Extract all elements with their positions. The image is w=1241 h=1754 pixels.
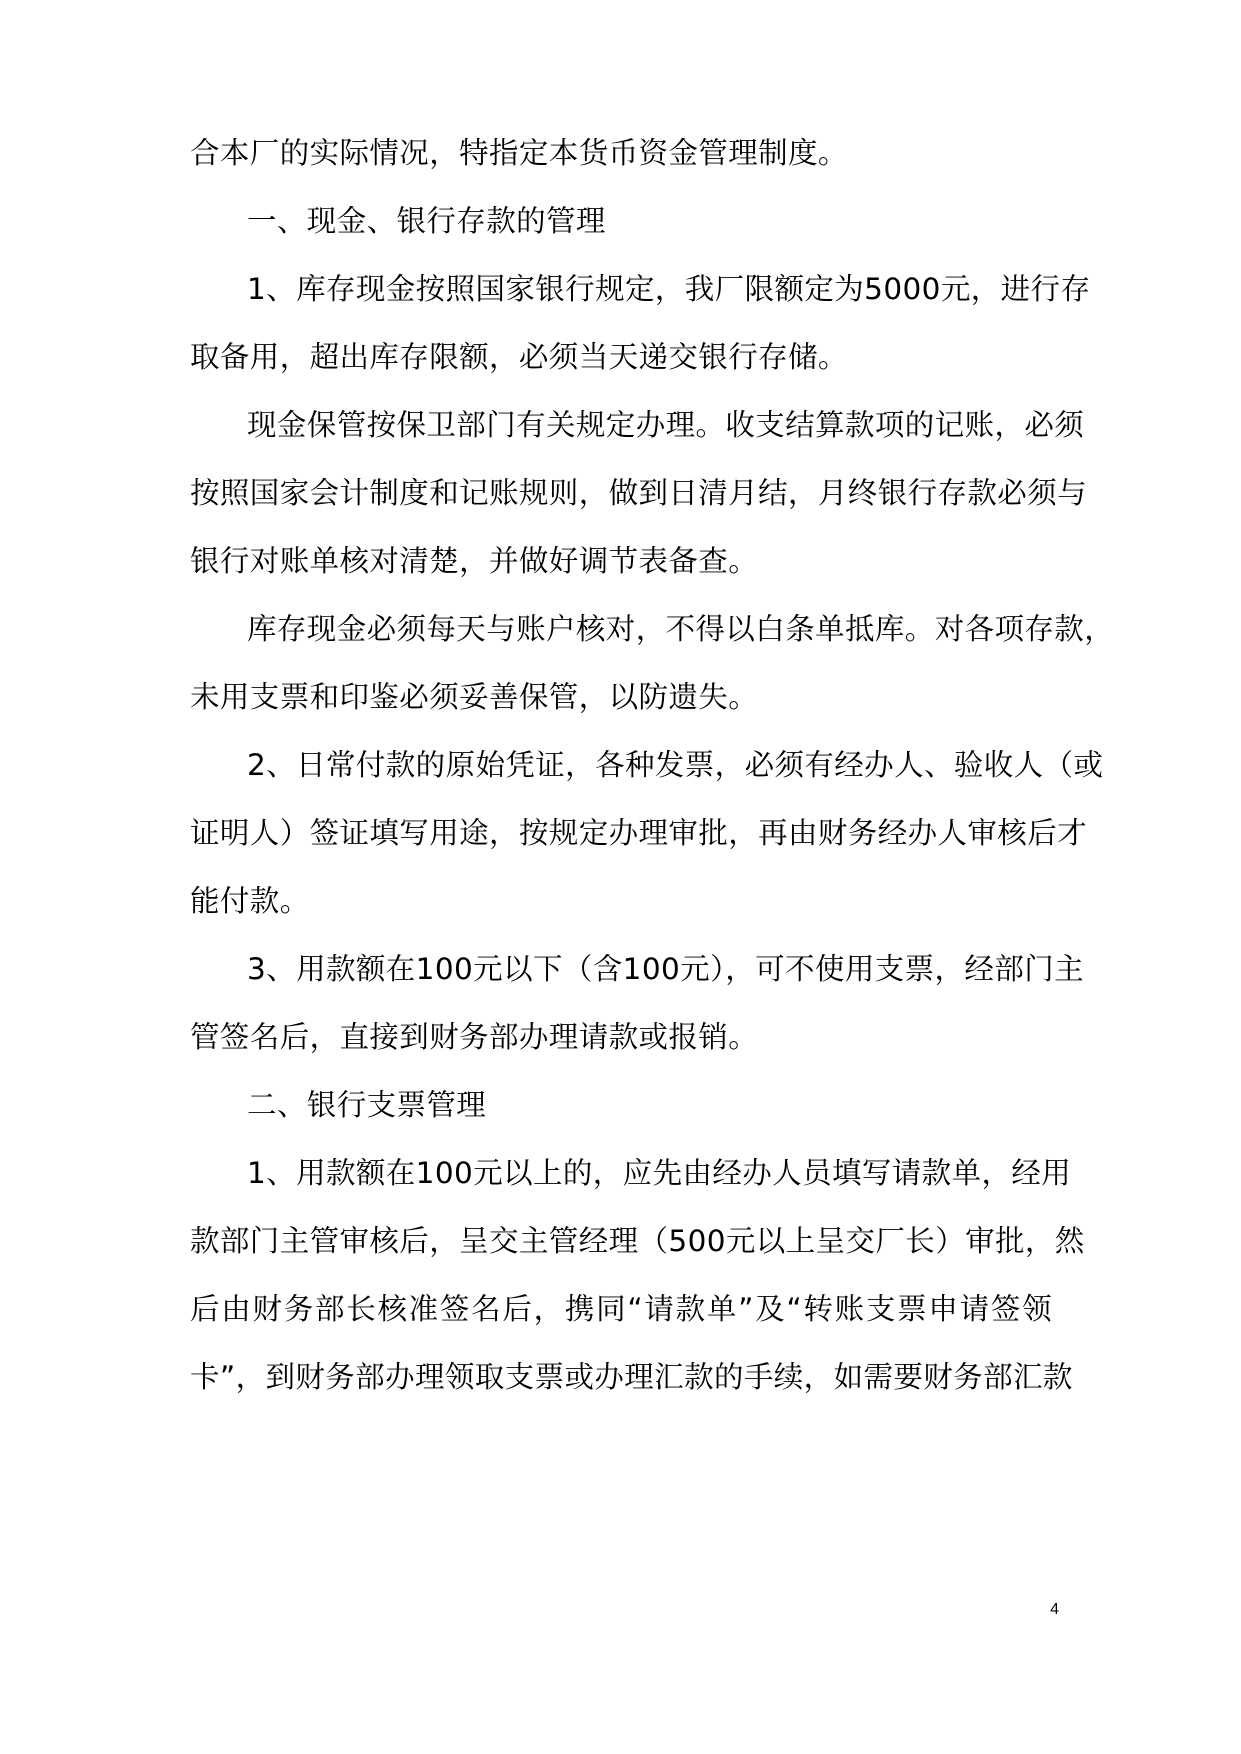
text-line: 能付款。 [190, 884, 310, 918]
text-line: 按照国家会计制度和记账规则，做到日清月结，月终银行存款必须与 [190, 476, 1088, 510]
text-line: 证明人）签证填写用途，按规定办理审批，再由财务经办人审核后才 [190, 816, 1088, 850]
section-heading: 二、银行支票管理 [247, 1088, 487, 1122]
text-line: 1、用款额在100元以上的，应先由经办人员填写请款单，经用 [247, 1156, 1072, 1190]
text-line: 1、库存现金按照国家银行规定，我厂限额定为5000元，进行存 [247, 272, 1091, 306]
text-line: 2、日常付款的原始凭证，各种发票，必须有经办人、验收人（或 [247, 748, 1104, 782]
text-line: 取备用，超出库存限额，必须当天递交银行存储。 [190, 340, 848, 374]
page-number: 4 [1050, 1601, 1059, 1618]
text-line: 卡”，到财务部办理领取支票或办理汇款的手续，如需要财务部汇款 [190, 1360, 1073, 1394]
text-line: 未用支票和印鉴必须妥善保管，以防遗失。 [190, 680, 759, 714]
section-heading: 一、现金、银行存款的管理 [247, 204, 606, 238]
text-line: 库存现金必须每天与账户核对，不得以白条单抵库。对各项存款， [247, 612, 1115, 646]
text-line: 3、用款额在100元以下（含100元），可不使用支票，经部门主 [247, 952, 1085, 986]
text-line: 管签名后，直接到财务部办理请款或报销。 [190, 1020, 759, 1054]
text-line: 款部门主管审核后，呈交主管经理（500元以上呈交厂长）审批，然 [190, 1224, 1085, 1258]
text-line: 后由财务部长核准签名后，携同“请款单”及“转账支票申请签领 [190, 1292, 1052, 1326]
text-line: 现金保管按保卫部门有关规定办理。收支结算款项的记账，必须 [247, 408, 1085, 442]
text-line: 合本厂的实际情况，特指定本货币资金管理制度。 [190, 136, 848, 170]
text-line: 银行对账单核对清楚，并做好调节表备查。 [190, 544, 759, 578]
